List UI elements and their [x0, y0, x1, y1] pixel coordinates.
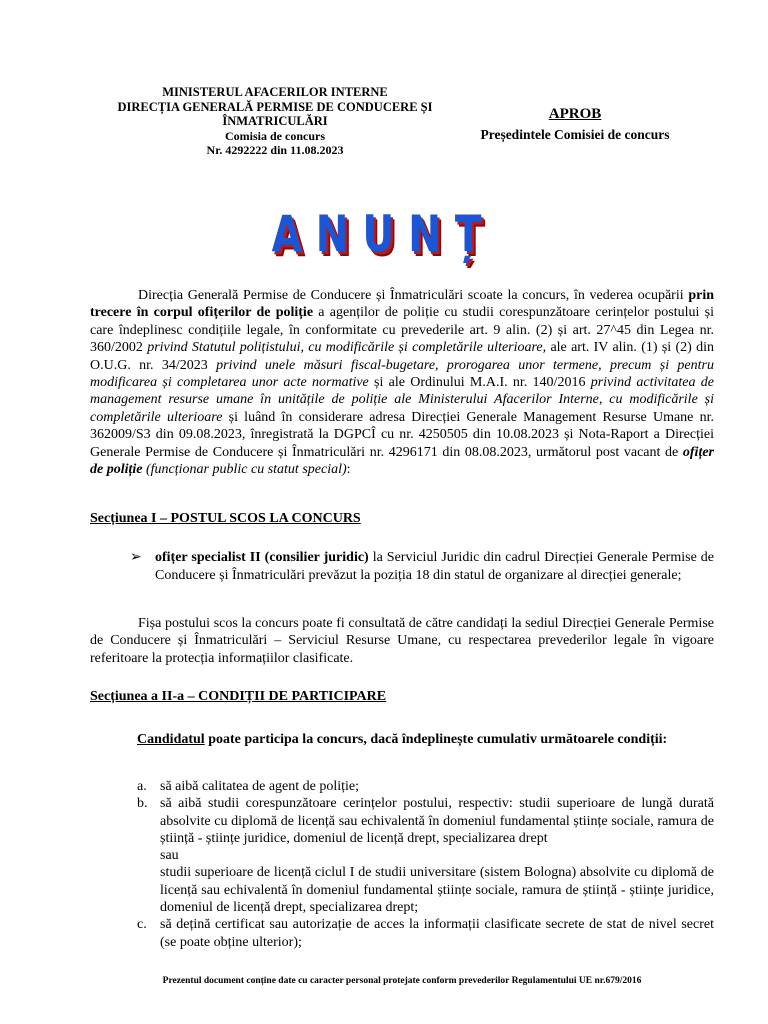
intro-text-4: ale art. IV alin. (1) și (2) din O.U.G. nr. 34/2023	[90, 340, 714, 373]
document-title: ANUNȚ	[272, 205, 496, 263]
section1-heading: Secțiunea I – POSTUL SCOS LA CONCURS	[90, 511, 361, 526]
document-number: Nr. 4292222 din 11.08.2023	[206, 143, 344, 157]
section2-heading: Secțiunea a II-a – CONDIȚII DE PARTICIPARE	[90, 689, 387, 704]
vacancy-bullet	[130, 549, 714, 585]
intro-italic-3: privind activitatea de management resurse umane în unitățile de poliție ale Ministerului Afacerilor Interne, cu modificările și completările ulterioare	[90, 375, 714, 425]
condition-text: să aibă studii corespunzătoare cerințelor postului, respectiv: studii superioare de lungă durată absolvite cu diplomă de licență sau echivalentă în domeniul fundamental științe sociale, ramura de știință - științe juridice, domeniul de licență drept, specializarea drept	[160, 796, 714, 846]
vacancy-description: la Serviciul Juridic din cadrul Direcției Generale Permise de Conducere și Înmatriculări prevăzut la poziția 18 din statul de organizare al direcției generale;	[155, 550, 714, 583]
condition-item	[137, 795, 714, 916]
directorate-name-line2: ÎNMATRICULĂRI	[222, 114, 328, 128]
conditions-list	[137, 778, 714, 951]
approval-block	[455, 105, 695, 143]
approval-label: APROB	[548, 106, 602, 122]
intro-italic-2: privind unele măsuri fiscal-bugetare, prorogarea unor termene, precum și pentru modificarea și completarea unor acte normative	[90, 357, 714, 391]
conditions-candidate: Candidatul	[137, 732, 205, 747]
intro-text-6: și luând în considerare adresa Direcției Generale Management Resurse Umane nr. 362009/S3 din 09.08.2023, înregistrată la DGPCÎ cu nr. 4250505 din 10.08.2023 și Nota-Raport a Direcției Generale Permise de Conducere și Înmatriculări nr. 4296171 din 08.08.2023, următorul post vacant de	[90, 409, 714, 460]
issuer-block	[90, 85, 460, 158]
condition-text: să dețină certificat sau autorizație de acces la informații clasificate secrete de stat de nivel secret (se poate obține ulterior);	[160, 917, 714, 950]
condition-item	[137, 916, 714, 951]
intro-italic-4: (funcționar public cu statut special)	[142, 462, 347, 478]
title-wrapper	[0, 205, 768, 263]
condition-text-alt: studii superioare de licență ciclul I de studii universitare (sistem Bologna) absolvite cu diplomă de licență sau echivalentă în domeniul fundamental științe sociale, ramura de știință - științe juridice, domeniul de licență drept, specializarea drept;	[160, 865, 714, 916]
privacy-footer: Prezentul document conține date cu caracter personal protejate conform prevederilor Regulamentului UE nr.679/2016	[162, 976, 642, 986]
condition-marker: a.	[137, 779, 147, 794]
intro-text-5: și ale Ordinului M.A.I. nr. 140/2016	[368, 375, 591, 391]
intro-bold-italic: ofițer de poliție	[90, 444, 714, 478]
commission-name: Comisia de concurs	[225, 128, 325, 143]
directorate-name-line1: DIRECȚIA GENERALĂ PERMISE DE CONDUCERE ȘI	[117, 99, 433, 114]
arrow-bullet-icon: ➢	[130, 550, 142, 565]
approval-signatory: Președintele Comisiei de concurs	[480, 127, 670, 142]
condition-text: să aibă calitatea de agent de poliție;	[160, 779, 360, 794]
ministry-name: MINISTERUL AFACERILOR INTERNE	[162, 85, 388, 99]
conditions-intro-text: poate participa la concurs, dacă îndeplinește cumulativ următoarele condiții:	[204, 732, 668, 747]
vacancy-position: ofițer specialist II (consilier juridic)	[155, 550, 369, 565]
conditions-intro	[137, 731, 714, 748]
condition-marker: b.	[137, 796, 148, 812]
condition-or: sau	[160, 848, 179, 864]
intro-text-3: , în conformitate cu prevederile art. 9 alin. (2) și art. 27^45 din Legea nr. 360/2002	[90, 322, 714, 356]
condition-marker: c.	[137, 917, 147, 933]
intro-paragraph	[90, 287, 714, 478]
intro-italic-1: privind Statutul polițistului, cu modificările și completările ulterioare,	[147, 340, 547, 356]
intro-bold-1: prin trecere în corpul ofițerilor de poliție	[90, 288, 714, 321]
intro-text-2: a agenților de poliție cu studii corespunzătoare cerințelor postului și care îndeplinesc condițiile legale	[90, 305, 715, 338]
intro-text-1: Direcția Generală Permise de Conducere și Înmatriculări scoate la concurs, în vederea ocupării	[138, 288, 689, 303]
condition-item	[137, 778, 714, 795]
job-sheet-paragraph: Fișa postului scos la concurs poate fi consultată de către candidați la sediul Direcției Generale Permise de Conducere și Înmatriculări – Serviciul Resurse Umane, cu respectarea prevederilor legale în vigoare referitoare la protecția informațiilor clasificate.	[90, 616, 714, 666]
intro-text-7: :	[346, 462, 351, 478]
